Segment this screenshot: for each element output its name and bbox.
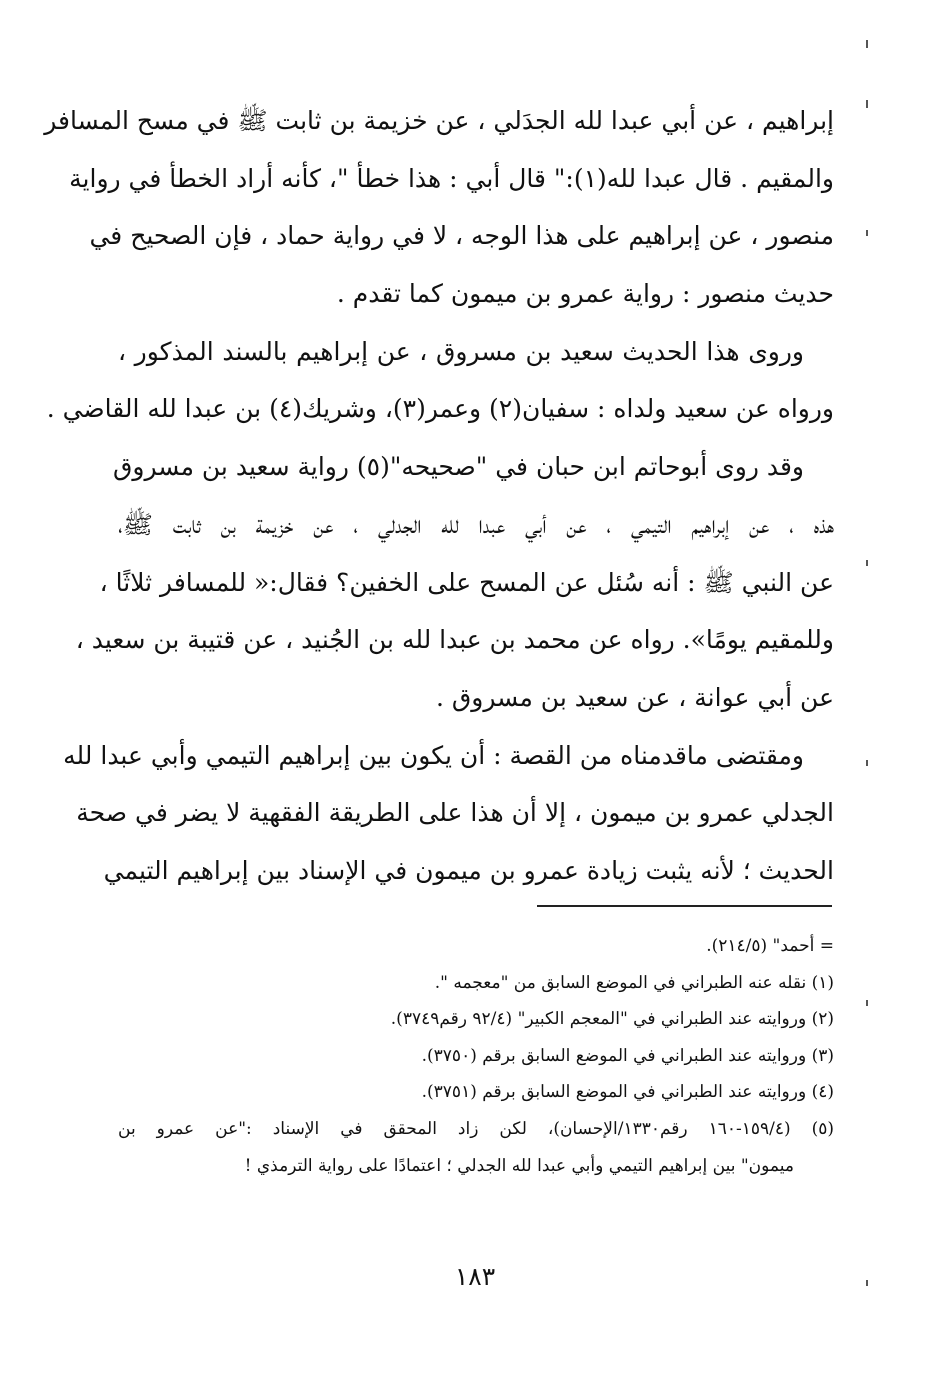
margin-mark	[866, 40, 868, 48]
main-text	[44, 92, 834, 900]
text-line: وقد روى أبوحاتم ابن حبان في "صحيحه"(٥) رواية سعيد بن مسروق	[113, 452, 804, 482]
margin-mark	[866, 1000, 868, 1006]
text-line: ومقتضى ماقدمناه من القصة : أن يكون بين إبراهيم التيمي وأبي عبدا لله	[63, 740, 804, 770]
text-line: إبراهيم ، عن أبي عبدا لله الجدَلي ، عن خزيمة بن ثابت ﷺ في مسح المسافر	[44, 106, 834, 135]
margin-mark	[866, 100, 868, 108]
footnote-line: = أحمد" (٢١٤/٥).	[706, 936, 834, 956]
margin-mark	[866, 230, 868, 236]
footnote-separator	[537, 905, 832, 907]
footnote-line: (٣) وروايته عند الطبراني في الموضع السابق برقم (٣٧٥٠).	[421, 1045, 834, 1066]
footnote-line: ميمون" بين إبراهيم التيمي وأبي عبدا لله الجدلي ؛ اعتمادًا على رواية الترمذي !	[244, 1155, 794, 1176]
text-line: الحديث ؛ لأنه يثبت زيادة عمرو بن ميمون في الإسناد بين إبراهيم التيمي	[103, 855, 834, 885]
margin-mark	[866, 760, 868, 766]
text-line: وللمقيم يومًا». رواه عن محمد بن عبدا لله بن الجُنيد ، عن قتيبة بن سعيد ،	[75, 625, 834, 655]
page-number: ١٨٣	[454, 1262, 496, 1291]
text-line: ورواه عن سعيد ولداه : سفيان(٢) وعمر(٣)، وشريك(٤) بن عبدا لله القاضي .	[46, 394, 834, 424]
text-line: والمقيم . قال عبدا لله(١):" قال أبي : هذا خطأ "، كأنه أراد الخطأ في رواية	[69, 163, 834, 193]
margin-mark	[866, 1280, 868, 1286]
text-line: منصور ، عن إبراهيم على هذا الوجه ، لا في رواية حماد ، فإن الصحيح في	[89, 221, 834, 251]
footnote-line: (٥) (١٥٩/٤-١٦٠ رقم١٣٣٠/الإحسان)، لكن زاد المحقق في الإسناد :"عن عمرو بن	[118, 1118, 834, 1139]
text-line: عن أبي عوانة ، عن سعيد بن مسروق .	[436, 682, 834, 712]
footnote-line: (١) نقله عنه الطبراني في الموضع السابق من "معجمه ".	[434, 972, 834, 993]
margin-mark	[866, 560, 868, 566]
text-line: الجدلي عمرو بن ميمون ، إلا أن هذا على الطريقة الفقهية لا يضر في صحة	[76, 798, 834, 828]
footnotes	[118, 928, 834, 1184]
text-line: وروى هذا الحديث سعيد بن مسروق ، عن إبراهيم بالسند المذكور ،	[118, 336, 804, 366]
footnote-line: (٢) وروايته عند الطبراني في "المعجم الكبير" (٩٢/٤ رقم٣٧٤٩).	[390, 1009, 834, 1030]
text-line: حديث منصور : رواية عمرو بن ميمون كما تقدم .	[336, 279, 834, 309]
text-line: عن النبي ﷺ : أنه سُئل عن المسح على الخفين؟ فقال:« للمسافر ثلاثًا ،	[99, 567, 834, 597]
footnote-line: (٤) وروايته عند الطبراني في الموضع السابق برقم (٣٧٥١).	[421, 1082, 834, 1103]
text-line: هذه ، عن إبراهيم التيمي ، عن أبي عبدا لله الجدلي ، عن خزيمة بن ثابت ﷺ،	[118, 509, 834, 539]
